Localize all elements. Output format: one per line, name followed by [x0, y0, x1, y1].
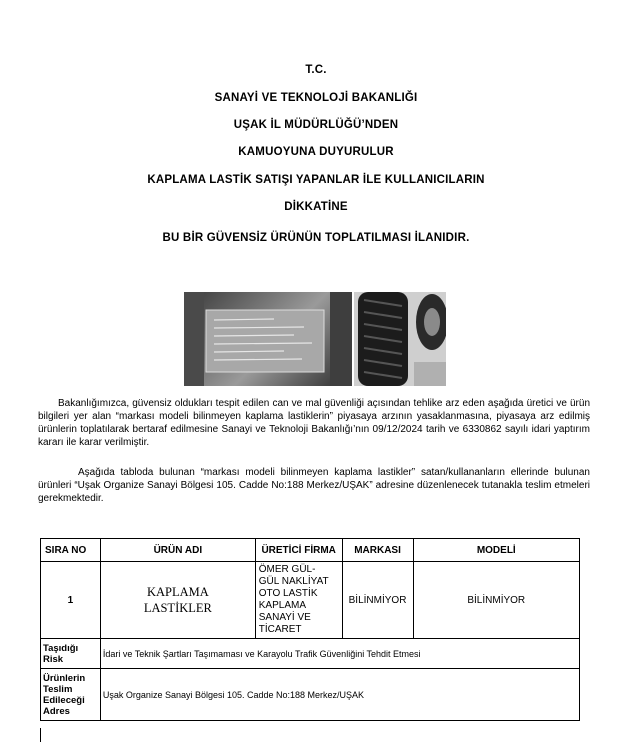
cell-model: BİLİNMİYOR [413, 562, 579, 639]
decision-paragraph: Bakanlığımızca, güvensiz oldukları tespit edilen can ve mal güvenliği açısından tehlike arz eden aşağıda üretici ve ürün bilgileri yer alan “markası modeli bilinmeyen kaplama lastiklerin” piyasaya arzının yasaklanmasına, piyasaya arz edilmiş ürünlerin toplatılarak bertaraf edilmesine Sanayi ve Teknoloji Bakanlığı’nın 09/12/2024 tarih ve 6330862 sayılı idari yaptırım kararı ile karar verilmiştir. [38, 398, 590, 448]
recall-table [40, 538, 580, 721]
cell-sira: 1 [41, 562, 101, 639]
tire-photo [354, 292, 446, 386]
col-header-firma: ÜRETİCİ FİRMA [255, 539, 342, 562]
table-row [41, 562, 580, 639]
risk-value: İdari ve Teknik Şartları Taşımaması ve Karayolu Trafik Güvenliğini Tehdit Etmesi [100, 639, 579, 669]
header-directorate: UŞAK İL MÜDÜRLÜĞÜ’NDEN [233, 119, 399, 131]
delivery-paragraph: Aşağıda tabloda bulunan “markası modeli bilinmeyen kaplama lastikler” satan/kullananların ellerinde bulunan ürünleri “Uşak Organize Sanayi Bölgesi 105. Cadde No:188 Merkez/UŞAK” adresine düzenlenecek tutanakla teslim etmeleri gerekmektedir. [38, 467, 590, 504]
header-recall-notice: BU BİR GÜVENSİZ ÜRÜNÜN TOPLATILMASI İLANIDIR. [162, 232, 470, 244]
table-header-row [41, 539, 580, 562]
header-subject: KAPLAMA LASTİK SATIŞI YAPANLAR İLE KULLANICILARIN [147, 174, 485, 186]
address-label: Ürünlerin Teslim Edileceği Adres [41, 669, 101, 721]
tire-label-photo [184, 292, 352, 386]
cell-marka: BİLİNMİYOR [342, 562, 413, 639]
product-photos [184, 292, 446, 386]
risk-label: Taşıdığı Risk [41, 639, 101, 669]
address-row [41, 669, 580, 721]
header-attention: DİKKATİNE [284, 201, 348, 213]
cell-firma: ÖMER GÜL- GÜL NAKLİYAT OTO LASTİK KAPLAMA SANAYİ VE TİCARET [255, 562, 342, 639]
col-header-urun: ÜRÜN ADI [100, 539, 255, 562]
header-announcement: KAMUOYUNA DUYURULUR [238, 146, 394, 158]
text-cursor [40, 728, 41, 742]
col-header-sira: SIRA NO [41, 539, 101, 562]
header-ministry: SANAYİ VE TEKNOLOJİ BAKANLIĞI [214, 92, 418, 104]
col-header-model: MODELİ [413, 539, 579, 562]
cell-urun: KAPLAMA LASTİKLER [100, 562, 255, 639]
address-value: Uşak Organize Sanayi Bölgesi 105. Cadde No:188 Merkez/UŞAK [100, 669, 579, 721]
risk-row [41, 639, 580, 669]
header-tc: T.C. [305, 64, 327, 76]
col-header-marka: MARKASI [342, 539, 413, 562]
